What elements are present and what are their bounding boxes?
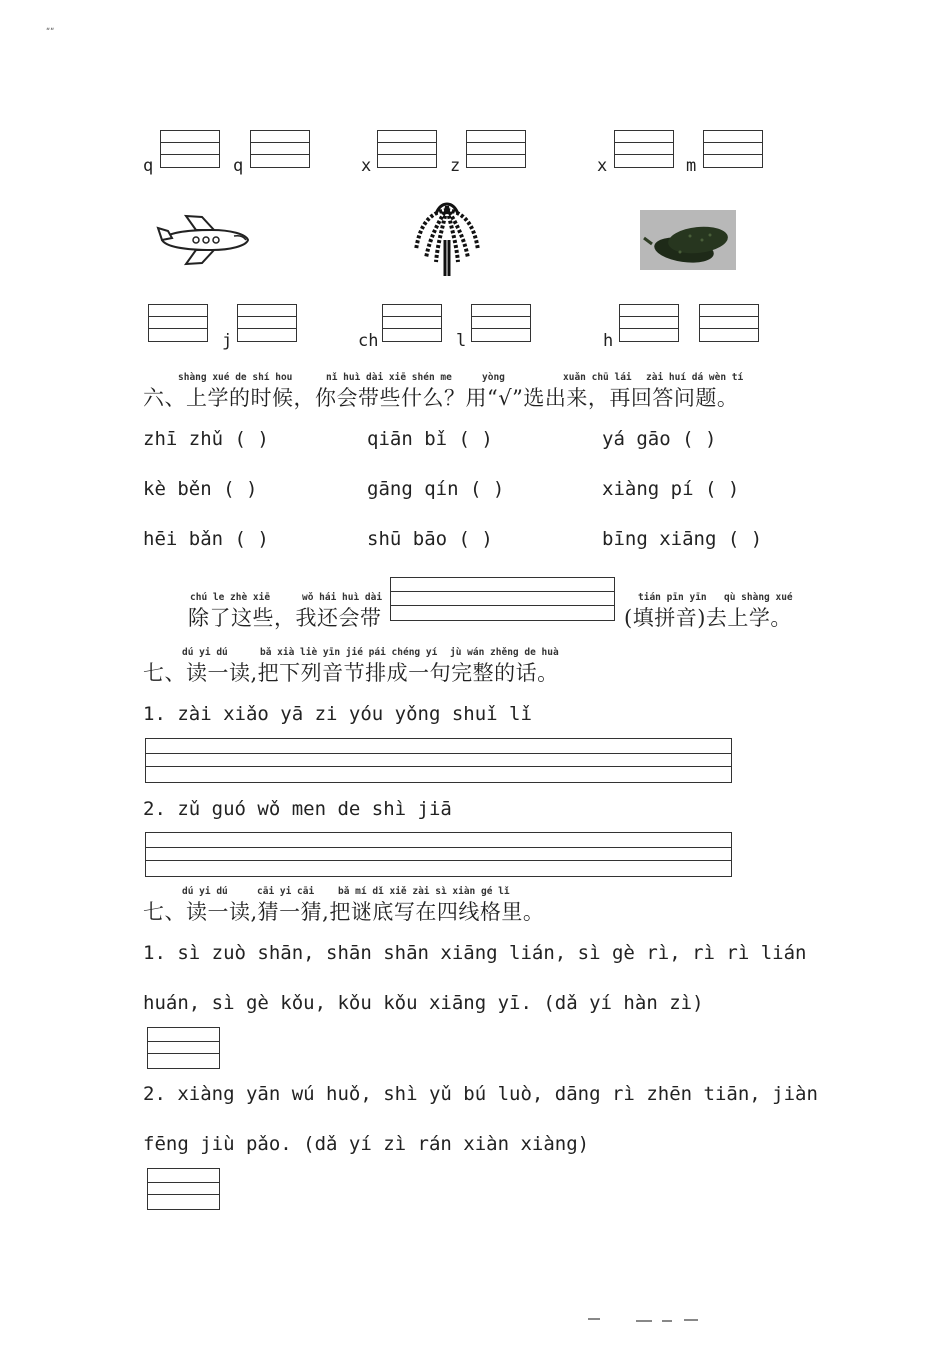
question-line: 1. zài xiǎo yā zi yóu yǒng shuǐ lǐ bbox=[143, 703, 532, 725]
option-item: shū bāo ( ) bbox=[367, 528, 493, 550]
initial-label: z bbox=[450, 156, 461, 176]
option-item: xiàng pí ( ) bbox=[602, 478, 740, 500]
pinyin-grid bbox=[703, 130, 763, 168]
initial-label: x bbox=[597, 156, 608, 176]
initial-label: j bbox=[222, 331, 233, 351]
ruby-pinyin: yòng bbox=[482, 372, 505, 383]
willow-tree-picture bbox=[412, 200, 482, 278]
pinyin-grid bbox=[619, 304, 679, 342]
riddle-line: huán, sì gè kǒu, kǒu kǒu xiāng yī. (dǎ yí hàn zì) bbox=[143, 992, 704, 1014]
airplane-picture bbox=[156, 214, 252, 266]
initial-label: h bbox=[603, 331, 614, 351]
answer-grid bbox=[390, 577, 615, 621]
scan-speck bbox=[636, 1320, 652, 1322]
initial-label: q bbox=[143, 156, 154, 176]
question-line: 2. zǔ guó wǒ men de shì jiā bbox=[143, 798, 452, 820]
section-7b-title: 七、读一读,猜一猜,把谜底写在四线格里。 bbox=[143, 900, 545, 924]
sentence-prompt: 除了这些，我还会带 bbox=[188, 606, 382, 630]
riddle-line: fēng jiù pǎo. (dǎ yí zì rán xiàn xiàng) bbox=[143, 1133, 590, 1155]
ruby-pinyin: bǎ xià liè yīn jié pái chéng yí bbox=[260, 647, 438, 658]
initial-label: q bbox=[233, 156, 244, 176]
ruby-pinyin: wǒ hái huì dài bbox=[302, 592, 383, 603]
ruby-pinyin: xuǎn chū lái bbox=[563, 372, 632, 383]
initial-label: l bbox=[456, 331, 467, 351]
pinyin-grid bbox=[614, 130, 674, 168]
ruby-pinyin: nǐ huì dài xiē shén me bbox=[326, 372, 452, 383]
pinyin-grid bbox=[377, 130, 437, 168]
riddle-line: 1. sì zuò shān, shān shān xiāng lián, sì gè rì, rì rì lián bbox=[143, 942, 807, 964]
scan-speck bbox=[684, 1319, 698, 1321]
top-mark: ʺʺ bbox=[46, 28, 55, 38]
ruby-pinyin: bǎ mí dǐ xiě zài sì xiàn gé lǐ bbox=[338, 886, 510, 897]
ruby-pinyin: zài huí dá wèn tí bbox=[646, 372, 744, 383]
pinyin-grid bbox=[237, 304, 297, 342]
ruby-pinyin: jù wán zhěng de huà bbox=[450, 647, 559, 658]
ruby-pinyin: shàng xué de shí hou bbox=[178, 372, 293, 383]
initial-label: ch bbox=[358, 331, 379, 351]
ruby-pinyin: dú yi dú bbox=[182, 886, 228, 897]
option-item: zhī zhǔ ( ) bbox=[143, 428, 269, 450]
pinyin-grid bbox=[382, 304, 442, 342]
scan-speck bbox=[662, 1320, 672, 1322]
pinyin-grid bbox=[699, 304, 759, 342]
riddle-line: 2. xiàng yān wú huǒ, shì yǔ bú luò, dāng rì zhēn tiān, jiàn bbox=[143, 1083, 818, 1105]
pinyin-grid bbox=[148, 304, 208, 342]
section-6-title: 六、上学的时候，你会带些什么？用“√”选出来，再回答问题。 bbox=[143, 386, 739, 410]
ruby-pinyin: tián pīn yīn bbox=[638, 592, 707, 603]
option-item: gāng qín ( ) bbox=[367, 478, 505, 500]
scan-speck bbox=[588, 1318, 600, 1320]
section-7a-title: 七、读一读,把下列音节排成一句完整的话。 bbox=[143, 661, 559, 685]
option-item: bīng xiāng ( ) bbox=[602, 528, 763, 550]
cucumber-picture bbox=[640, 210, 736, 270]
initial-label: x bbox=[361, 156, 372, 176]
answer-grid bbox=[145, 832, 732, 877]
ruby-pinyin: qù shàng xué bbox=[724, 592, 793, 603]
pinyin-grid bbox=[471, 304, 531, 342]
pinyin-grid bbox=[250, 130, 310, 168]
option-item: hēi bǎn ( ) bbox=[143, 528, 269, 550]
pinyin-grid bbox=[466, 130, 526, 168]
ruby-pinyin: cāi yi cāi bbox=[257, 886, 315, 897]
answer-grid bbox=[145, 738, 732, 783]
option-item: qiān bǐ ( ) bbox=[367, 428, 493, 450]
initial-label: m bbox=[686, 156, 697, 176]
answer-grid bbox=[147, 1168, 220, 1210]
ruby-pinyin: dú yi dú bbox=[182, 647, 228, 658]
option-item: kè běn ( ) bbox=[143, 478, 258, 500]
ruby-pinyin: chú le zhè xiē bbox=[190, 592, 271, 603]
answer-grid bbox=[147, 1027, 220, 1069]
pinyin-grid bbox=[160, 130, 220, 168]
sentence-suffix: (填拼音)去上学。 bbox=[624, 606, 792, 630]
option-item: yá gāo ( ) bbox=[602, 428, 717, 450]
